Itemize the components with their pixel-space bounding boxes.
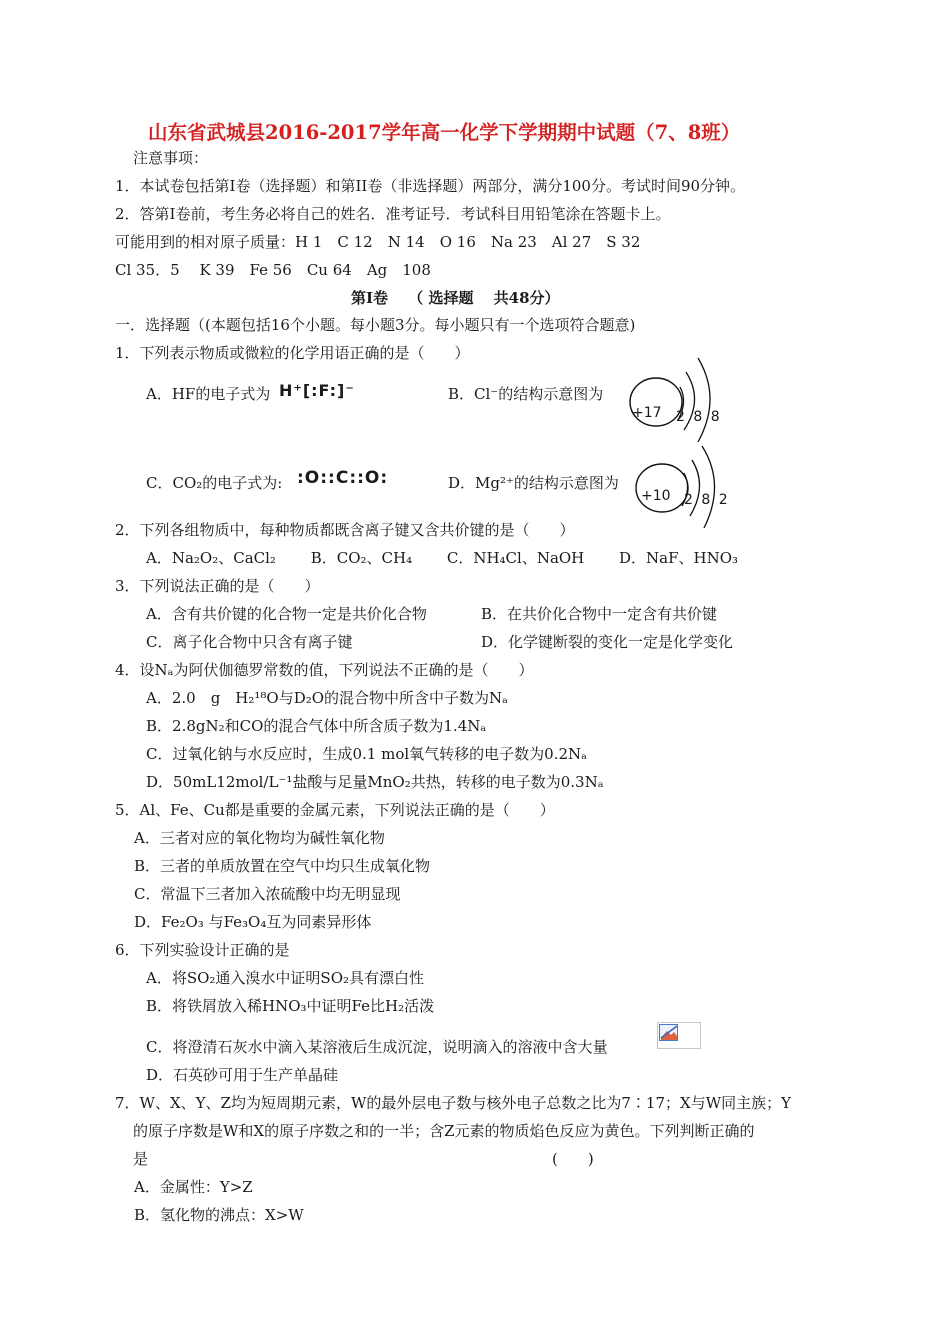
q1-option-a: A．HF的电子式为 <box>146 385 271 403</box>
q7-line-2: 的原子序数是W和X的原子序数之和的一半；含Z元素的物质焰色反应为黄色。下列判断正确的 <box>133 1122 755 1140</box>
q3-option-d: D．化学键断裂的变化一定是化学变化 <box>481 633 734 651</box>
q6-stem: 6．下列实验设计正确的是 <box>115 941 290 959</box>
q3-option-c: C．离子化合物中只含有离子键 <box>146 633 353 651</box>
q5-option-c: C．常温下三者加入浓硫酸中均无明显现 <box>134 885 401 903</box>
q4-option-b: B．2.8gN₂和CO的混合气体中所含质子数为1.4Nₐ <box>146 717 487 735</box>
q6-option-d: D．石英砂可用于生产单晶硅 <box>146 1066 339 1084</box>
hf-electron-formula: H⁺[:F:]⁻ <box>279 381 355 400</box>
q7-answer-paren: ( ) <box>552 1150 594 1168</box>
page-title: 山东省武城县2016-2017学年高一化学下学期期中试题（7、8班） <box>148 121 741 144</box>
section-title: 第Ⅰ卷 （ 选择题 共48分） <box>351 289 560 307</box>
q5-stem: 5．Al、Fe、Cu都是重要的金属元素，下列说法正确的是（ ） <box>115 801 555 819</box>
cl-nucleus-label: +17 <box>632 405 662 421</box>
notice-item-2: 2．答第Ⅰ卷前，考生务必将自己的姓名．准考证号．考试科目用铅笔涂在答题卡上。 <box>115 205 671 223</box>
q2-options: A．Na₂O₂、CaCl₂ B．CO₂、CH₄ C．NH₄Cl、NaOH D．NaF、HNO₃ <box>146 549 739 567</box>
q5-option-d: D．Fe₂O₃ 与Fe₃O₄互为同素异形体 <box>134 913 372 931</box>
q3-option-a: A．含有共价键的化合物一定是共价化合物 <box>146 605 427 623</box>
mg-ion-structure-diagram <box>626 438 736 528</box>
mg-nucleus-label: +10 <box>641 488 671 504</box>
q3-stem: 3．下列说法正确的是（ ） <box>115 577 320 595</box>
q1-stem: 1．下列表示物质或微粒的化学用语正确的是（ ） <box>115 344 470 362</box>
q7-option-b: B．氢化物的沸点：X>W <box>134 1206 304 1224</box>
q6-option-b: B．将铁屑放入稀HNO₃中证明Fe比H₂活泼 <box>146 997 435 1015</box>
notice-item-1: 1．本试卷包括第Ⅰ卷（选择题）和第II卷（非选择题）两部分，满分100分。考试时间90分钟。 <box>115 177 746 195</box>
q1-option-c: C．CO₂的电子式为: <box>146 474 283 492</box>
q6-option-c: C．将澄清石灰水中滴入某溶液后生成沉淀，说明滴入的溶液中含大量 <box>146 1038 608 1056</box>
q7-line-3: 是 <box>133 1150 149 1168</box>
q7-option-a: A．金属性：Y>Z <box>134 1178 253 1196</box>
notice-heading: 注意事项： <box>133 149 209 167</box>
broken-image-icon <box>657 1022 701 1049</box>
q7-line-1: 7．W、X、Y、Z均为短周期元素，W的最外层电子数与核外电子总数之比为7∶17；X与W同主族；Y <box>115 1094 792 1112</box>
q2-stem: 2．下列各组物质中，每种物质都既含离子键又含共价键的是（ ） <box>115 521 575 539</box>
mg-shell-electrons: 2 8 2 <box>684 492 730 508</box>
section-intro: 一．选择题（(本题包括16个小题。每小题3分。每小题只有一个选项符合题意) <box>115 316 636 334</box>
q6-option-a: A．将SO₂通入溴水中证明SO₂具有漂白性 <box>146 969 425 987</box>
q3-option-b: B．在共价化合物中一定含有共价键 <box>481 605 718 623</box>
q4-stem: 4．设Nₐ为阿伏伽德罗常数的值，下列说法不正确的是（ ） <box>115 661 534 679</box>
q1-option-b: B．Cl⁻的结构示意图为 <box>448 385 604 403</box>
q4-option-a: A．2.0 g H₂¹⁸O与D₂O的混合物中所含中子数为Nₐ <box>146 689 508 707</box>
q1-option-d: D．Mg²⁺的结构示意图为 <box>448 474 619 492</box>
q4-option-c: C．过氧化钠与水反应时，生成0.1 mol氧气转移的电子数为0.2Nₐ <box>146 745 587 763</box>
q5-option-a: A．三者对应的氧化物均为碱性氧化物 <box>134 829 385 847</box>
cl-shell-electrons: 2 8 8 <box>676 409 722 425</box>
atomic-masses-line-1: 可能用到的相对原子质量：H 1 C 12 N 14 O 16 Na 23 Al 27 S 32 <box>115 233 641 251</box>
atomic-masses-line-2: Cl 35．5 K 39 Fe 56 Cu 64 Ag 108 <box>115 261 431 279</box>
q5-option-b: B．三者的单质放置在空气中均只生成氧化物 <box>134 857 431 875</box>
co2-electron-formula: :O::C::O: <box>297 468 389 488</box>
q4-option-d: D．50mL12mol/L⁻¹盐酸与足量MnO₂共热，转移的电子数为0.3Nₐ <box>146 773 604 791</box>
